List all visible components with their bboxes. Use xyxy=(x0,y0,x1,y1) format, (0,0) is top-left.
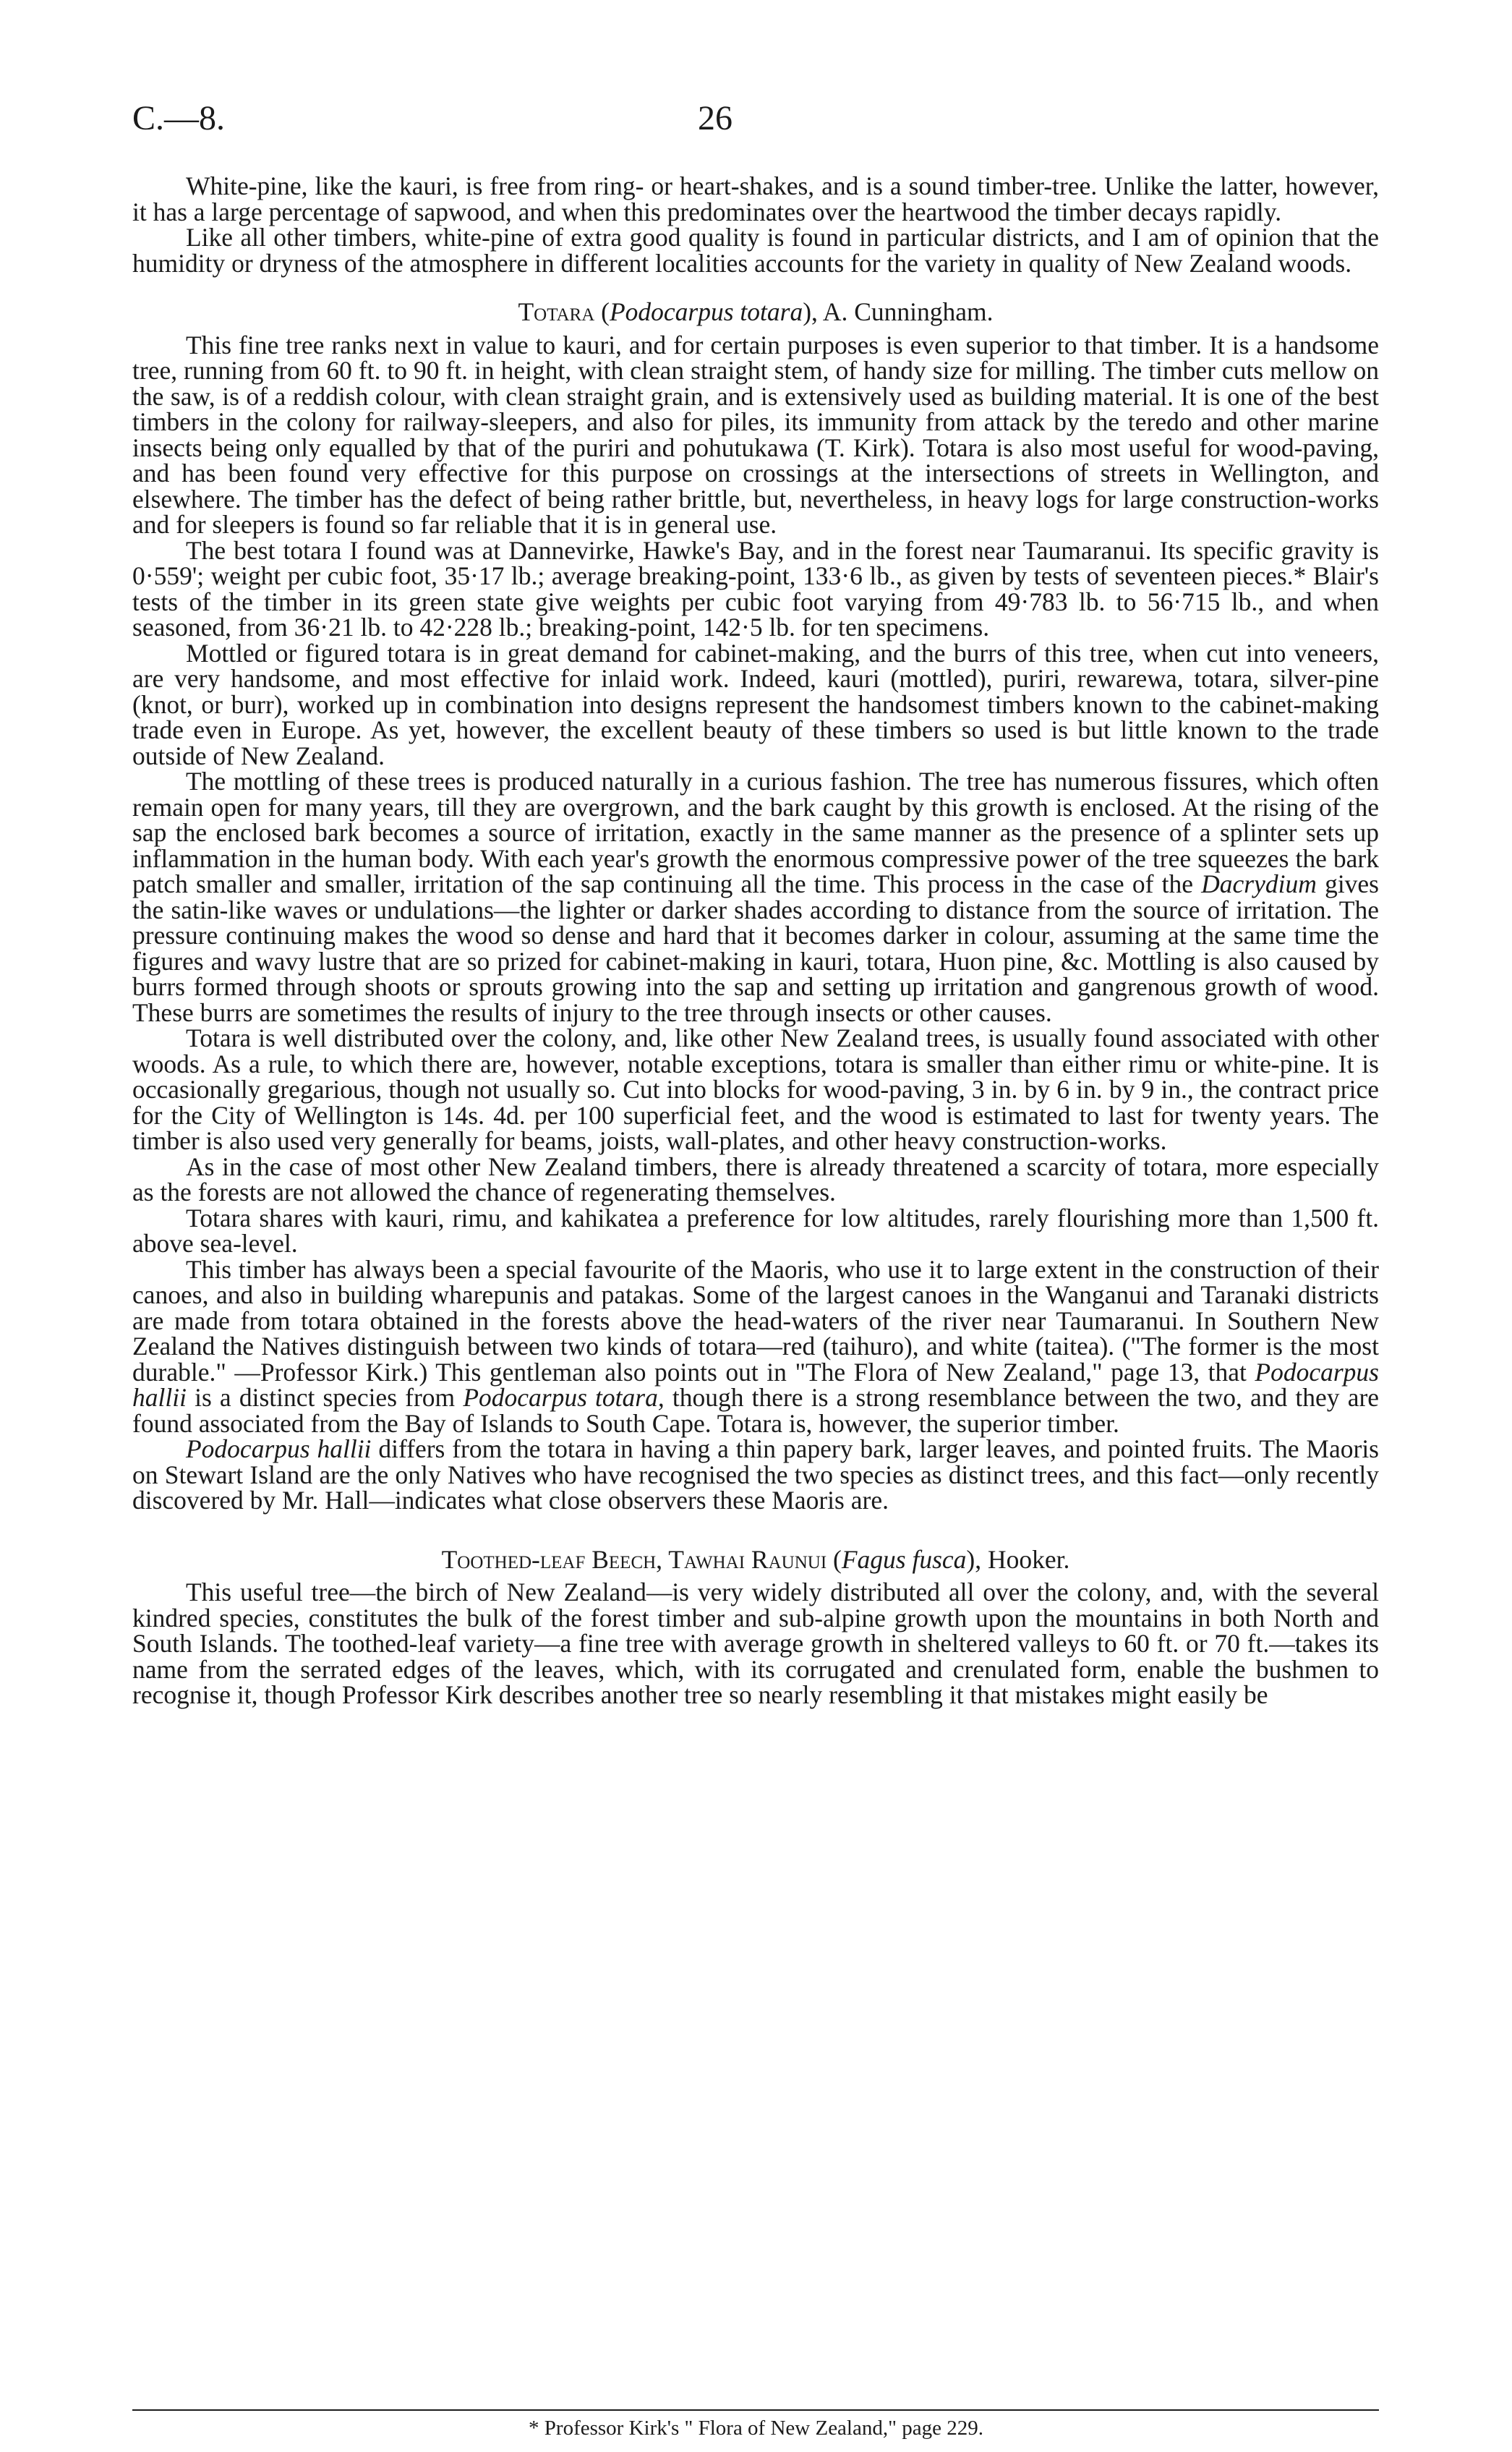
italic-term: Podocarpus totara, xyxy=(463,1383,665,1412)
heading-author: , Hooker. xyxy=(975,1544,1070,1574)
text-run: This timber has always been a special favourite of the Maoris, who use it to large extent in the construction of their canoes, and also in building wharepunis and patakas. Some of the largest canoes in the Wanganui and Taranaki districts are made from totara obtained in the forests above the head-waters of the river near Taumaranui. In Southern New Zealand the Natives distinguish between two kinds of totara—red (taihuro), and white (taitea). ("The former is the most durable." —Professor Kirk.) This gentleman also points out in "The Flora of New Zealand," page 13, that xyxy=(132,1254,1379,1387)
heading-name: Totara xyxy=(518,297,595,326)
text-run: is a distinct species from xyxy=(195,1383,456,1412)
italic-term: Dacrydium xyxy=(1201,869,1317,898)
paragraph: Like all other timbers, white-pine of extra good quality is found in particular districts, and I am of opinion that the humidity or dryness of the atmosphere in different localities accounts for the variety in quality of New Zealand woods. xyxy=(132,223,1379,278)
heading-latin: Podocarpus totara xyxy=(609,297,803,326)
paragraph: White-pine, like the kauri, is free from ring- or heart-shakes, and is a sound timber-tree. Unlike the latter, however, it has a large percentage of sapwood, and when this predominates over the heartwood the timber decays rapidly. xyxy=(132,171,1379,226)
text-run: though there is a strong resemblance between the two, and they are found associated from the Bay of Islands to South Cape. Totara is, however, the superior timber. xyxy=(132,1383,1380,1438)
section-heading-totara: Totara (Podocarpus totara), A. Cunningham. xyxy=(518,297,994,326)
text-run: gives the satin-like waves or undulations—the lighter or darker shades according to distance from the source of irritation. The pressure continuing makes the wood so dense and hard that it becomes darker in colour, assuming at the same time the figures and wavy lustre that are so prized for cabinet-making in kauri, totara, Huon pine, &c. Mottling is also caused by burrs formed through shoots or sprouts growing into the sap and setting up irritation and gangrenous growth of wood. These burrs are sometimes the results of injury to the tree through insects or other causes. xyxy=(132,869,1379,1027)
page-number: 26 xyxy=(698,99,732,137)
paragraph: Mottled or figured totara is in great demand for cabinet-making, and the burrs of this tree, when cut into veneers, are very handsome, and most effective for inlaid work. Indeed, kauri (mottled), puriri, rewarewa, totara, silver-pine (knot, or burr), worked up in combination into designs represent the handsomest timbers known to the cabinet-making trade even in Europe. As yet, however, the excellent beauty of these timbers so used is but little known to the trade outside of New Zealand. xyxy=(132,638,1379,770)
body-text xyxy=(132,171,1380,1709)
italic-term: Podocarpus hallii xyxy=(186,1434,372,1463)
paragraph: This useful tree—the birch of New Zealand—is very widely distributed all over the colony, and, with the several kindred species, constitutes the bulk of the forest timber and sub-alpine growth upon the mountains in both North and South Islands. The toothed-leaf variety—a fine tree with average growth in sheltered valleys to 60 ft. or 70 ft.—takes its name from the serrated edges of the leaves, which, with its corrugated and crenulated form, enable the bushmen to recognise it, though Professor Kirk describes another tree so nearly resembling it that mistakes might easily be xyxy=(132,1578,1379,1709)
italic-term: Podocarpus hallii xyxy=(132,1357,1379,1412)
footnote-rule xyxy=(132,2409,1379,2411)
document-reference: C.—8. xyxy=(132,99,226,137)
footnote: * Professor Kirk's " Flora of New Zealand," page 229. xyxy=(529,2417,983,2440)
section-heading-beech: Toothed-leaf Beech, Tawhai Raunui (Fagus fusca), Hooker. xyxy=(441,1544,1070,1574)
paragraph: Totara shares with kauri, rimu, and kahikatea a preference for low altitudes, rarely flourishing more than 1,500 ft. above sea-level. xyxy=(132,1203,1379,1258)
heading-author: , A. Cunningham. xyxy=(811,297,994,326)
heading-latin: Fagus fusca xyxy=(841,1544,967,1574)
text-run: The mottling of these trees is produced naturally in a curious fashion. The tree has numerous fissures, which often remain open for many years, till they are overgrown, and the bark caught by this growth is enclosed. At the rising of the sap the enclosed bark becomes a source of irritation, exactly in the same manner as the presence of a splinter sets up inflammation in the human body. With each year's growth the enormous compressive power of the tree squeezes the bark patch smaller and smaller, irritation of the sap continuing all the time. This process in the case of the xyxy=(132,767,1379,898)
paragraph: The best totara I found was at Dannevirke, Hawke's Bay, and in the forest near Taumaranui. Its specific gravity is 0·559'; weight per cubic foot, 35·17 lb.; average breaking-point, 133·6 lb., as given by tests of seventeen pieces.* Blair's tests of the timber in its green state give weights per cubic foot varying from 49·783 lb. to 56·715 lb., and when seasoned, from 36·21 lb. to 42·228 lb.; breaking-point, 142·5 lb. for ten specimens. xyxy=(132,535,1379,642)
paragraph xyxy=(132,1436,1379,1514)
text-run: differs from the totara in having a thin papery bark, larger leaves, and pointed fruits. The Maoris on Stewart Island are the only Natives who have recognised the two species as distinct trees, and this fact—only recently discovered by Mr. Hall—indicates what close observers these Maoris are. xyxy=(132,1434,1379,1515)
paragraph: Totara is well distributed over the colony, and, like other New Zealand trees, is usually found associated with other woods. As a rule, to which there are, however, notable exceptions, totara is smaller than either rimu or white-pine. It is occasionally gregarious, though not usually so. Cut into blocks for wood-paving, 3 in. by 6 in. by 9 in., the contract price for the City of Wellington is 14s. 4d. per 100 superficial feet, and the wood is estimated to last for twenty years. The timber is also used very generally for beams, joists, wall-plates, and other heavy construction-works. xyxy=(132,1023,1379,1155)
paragraph xyxy=(132,1254,1380,1438)
paragraph: This fine tree ranks next in value to kauri, and for certain purposes is even superior to that timber. It is a handsome tree, running from 60 ft. to 90 ft. in height, with clean straight stem, of handy size for milling. The timber cuts mellow on the saw, is of a reddish colour, with clean straight grain, and is extensively used as building material. It is one of the best timbers in the colony for railway-sleepers, and also for piles, its immunity from attack by the teredo and other marine insects being only equalled by that of the puriri and pohutukawa (T. Kirk). Totara is also most useful for wood-paving, and has been found very effective for this purpose on crossings at the intersections of streets in Wellington, and elsewhere. The timber has the defect of being rather brittle, but, nevertheless, in heavy logs for large construction-works and for sleepers is found so far reliable that it is in general use. xyxy=(132,330,1379,539)
heading-name: Toothed-leaf Beech, Tawhai Raunui xyxy=(441,1544,827,1574)
paragraph: As in the case of most other New Zealand timbers, there is already threatened a scarcity of totara, more especially as the forests are not allowed the chance of regenerating themselves. xyxy=(132,1151,1379,1206)
paragraph xyxy=(132,769,1379,1026)
